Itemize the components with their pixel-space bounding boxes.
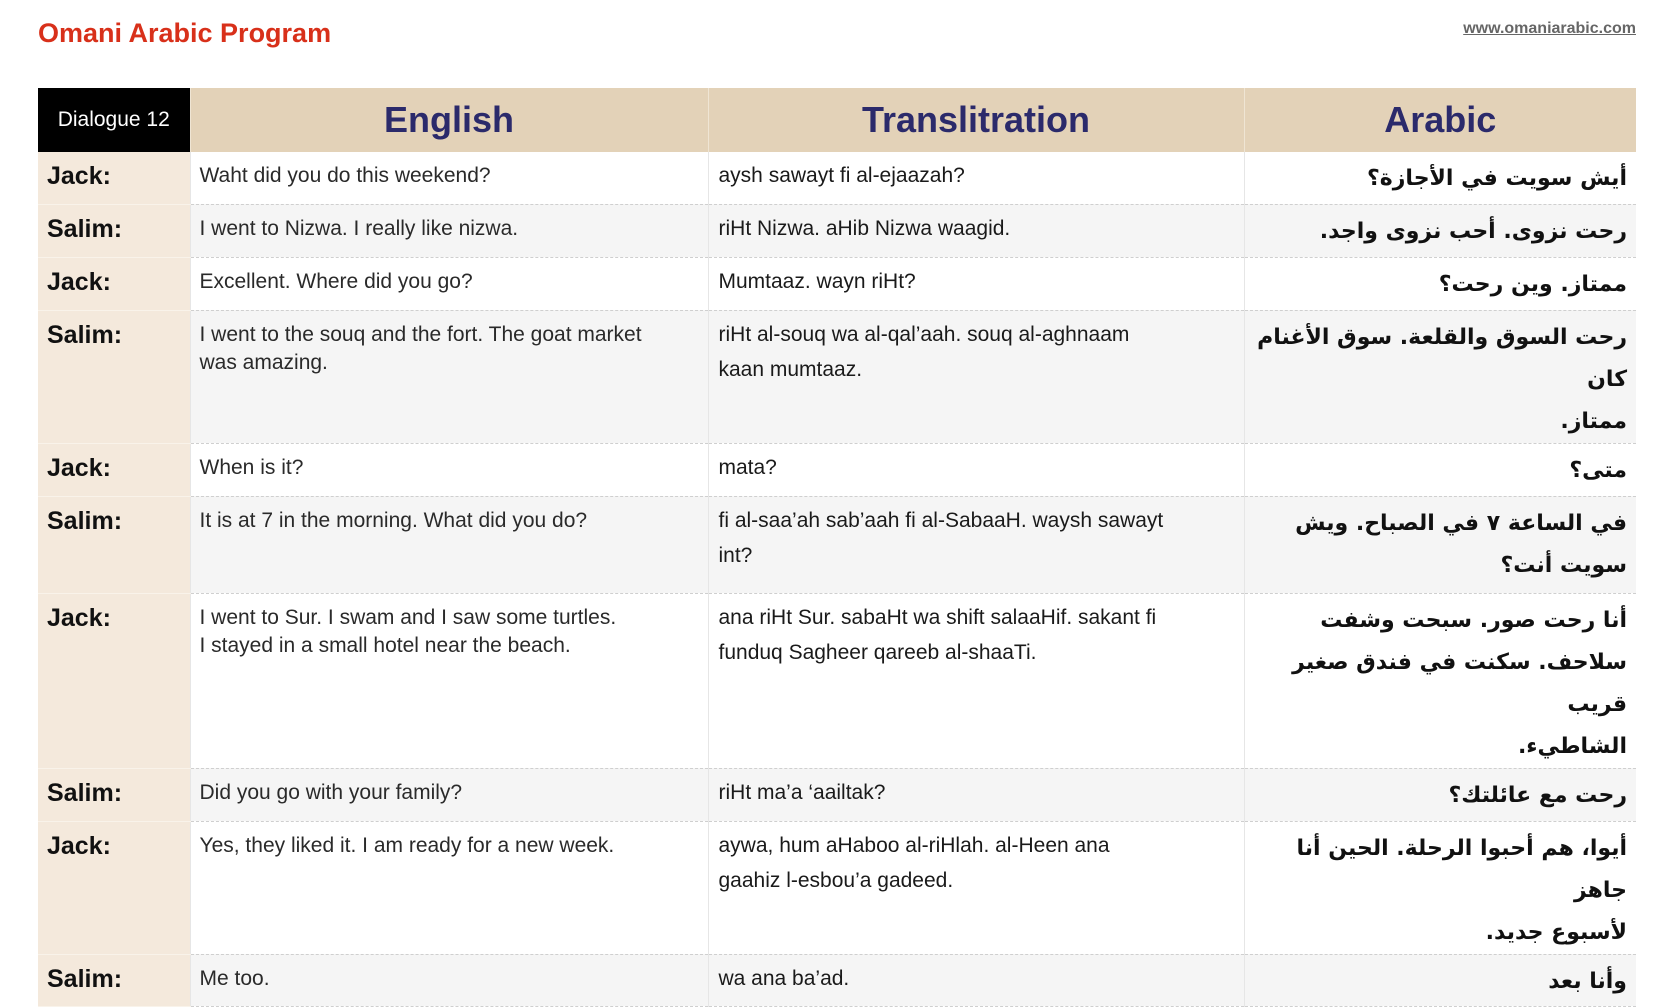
- english-cell: [190, 443, 708, 496]
- table-row: [38, 821, 1636, 954]
- table-row: [38, 768, 1636, 821]
- transliteration-cell: [708, 257, 1244, 310]
- arabic-line: متى؟: [1569, 457, 1627, 483]
- transliteration-line: ana riHt Sur. sabaHt wa shift salaaHif. sakant fi: [718, 605, 1157, 629]
- arabic-line: أيش سويت في الأجازة؟: [1367, 166, 1627, 191]
- english-cell: [190, 204, 708, 257]
- transliteration-line: riHt Nizwa. aHib Nizwa waagid.: [718, 216, 1011, 240]
- english-line: I went to Nizwa. I really like nizwa.: [199, 216, 519, 240]
- transliteration-line: mata?: [718, 455, 777, 479]
- transliteration-line: wa ana ba’ad.: [718, 966, 850, 990]
- table-row: [38, 257, 1636, 310]
- dialogue-label: Dialogue 12: [38, 88, 190, 152]
- transliteration-cell: [708, 152, 1244, 204]
- transliteration-cell: [708, 443, 1244, 496]
- english-line: When is it?: [199, 455, 304, 479]
- arabic-cell: [1244, 152, 1636, 204]
- transliteration-line: fi al-saa’ah sab’aah fi al-SabaaH. waysh sawayt: [718, 508, 1164, 532]
- english-cell: [190, 496, 708, 593]
- arabic-line: في الساعة ٧ في الصباح. ويش: [1295, 510, 1627, 536]
- transliteration-line: int?: [718, 543, 753, 567]
- english-line: I went to Sur. I swam and I saw some turtles.: [199, 605, 617, 629]
- arabic-cell: [1244, 954, 1636, 1006]
- transliteration-line: riHt ma’a ‘aailtak?: [718, 780, 886, 804]
- table-row: [38, 496, 1636, 593]
- english-line: was amazing.: [199, 350, 328, 374]
- arabic-cell: [1244, 496, 1636, 593]
- transliteration-line: aysh sawayt fi al-ejaazah?: [718, 164, 965, 187]
- transliteration-line: funduq Sagheer qareeb al-shaaTi.: [718, 640, 1037, 664]
- arabic-cell: [1244, 593, 1636, 768]
- website-link[interactable]: www.omaniarabic.com: [1463, 20, 1636, 37]
- arabic-line: سلاحف. سكنت في فندق صغير قريب: [1292, 649, 1627, 717]
- transliteration-line: gaahiz l-esbou’a gadeed.: [718, 868, 954, 892]
- arabic-line: أنا رحت صور. سبحت وشفت: [1320, 607, 1627, 633]
- english-line: Me too.: [199, 966, 270, 990]
- arabic-line: سويت أنت؟: [1500, 552, 1627, 578]
- column-header-transliteration: Translitration: [708, 88, 1244, 152]
- english-cell: [190, 593, 708, 768]
- table-row: [38, 310, 1636, 443]
- transliteration-cell: [708, 310, 1244, 443]
- speaker-cell: Jack:: [38, 152, 190, 204]
- transliteration-cell: [708, 496, 1244, 593]
- arabic-cell: [1244, 821, 1636, 954]
- speaker-cell: Jack:: [38, 593, 190, 768]
- speaker-cell: Salim:: [38, 954, 190, 1006]
- arabic-line: الشاطيء.: [1517, 733, 1627, 759]
- english-cell: [190, 152, 708, 204]
- transliteration-cell: [708, 204, 1244, 257]
- speaker-cell: Jack:: [38, 821, 190, 954]
- arabic-line: وأنا بعد: [1548, 968, 1627, 994]
- arabic-cell: [1244, 310, 1636, 443]
- arabic-line: ممتاز.: [1560, 408, 1627, 434]
- arabic-cell: [1244, 204, 1636, 257]
- transliteration-line: riHt al-souq wa al-qal’aah. souq al-aghnaam: [718, 322, 1130, 346]
- arabic-cell: [1244, 257, 1636, 310]
- english-line: It is at 7 in the morning. What did you do?: [199, 508, 588, 532]
- table-row: [38, 204, 1636, 257]
- english-line: Waht did you do this weekend?: [199, 164, 491, 187]
- document-title: Omani Arabic Program: [38, 18, 332, 48]
- english-cell: [190, 954, 708, 1006]
- arabic-line: ممتاز. وين رحت؟: [1438, 271, 1627, 297]
- speaker-cell: Salim:: [38, 768, 190, 821]
- speaker-cell: Salim:: [38, 204, 190, 257]
- table-row: [38, 954, 1636, 1006]
- table-row: [38, 593, 1636, 768]
- arabic-line: لأسبوع جديد.: [1485, 919, 1627, 945]
- column-header-english: English: [190, 88, 708, 152]
- english-cell: [190, 257, 708, 310]
- english-line: I went to the souq and the fort. The goat market: [199, 322, 642, 346]
- english-line: Did you go with your family?: [199, 780, 463, 804]
- arabic-cell: [1244, 768, 1636, 821]
- transliteration-line: Mumtaaz. wayn riHt?: [718, 269, 916, 293]
- transliteration-cell: [708, 821, 1244, 954]
- english-cell: [190, 821, 708, 954]
- arabic-line: رحت مع عائلتك؟: [1448, 782, 1627, 808]
- speaker-cell: Jack:: [38, 257, 190, 310]
- english-line: I stayed in a small hotel near the beach.: [199, 633, 571, 657]
- transliteration-line: aywa, hum aHaboo al-riHlah. al-Heen ana: [718, 833, 1110, 857]
- arabic-cell: [1244, 443, 1636, 496]
- speaker-cell: Jack:: [38, 443, 190, 496]
- english-cell: [190, 768, 708, 821]
- transliteration-cell: [708, 593, 1244, 768]
- table-header-row: [38, 88, 1636, 152]
- arabic-line: رحت السوق والقلعة. سوق الأغنام كان: [1257, 324, 1627, 392]
- dialogue-table: [38, 88, 1636, 1007]
- english-line: Excellent. Where did you go?: [199, 269, 473, 293]
- table-row: [38, 152, 1636, 204]
- column-header-arabic: Arabic: [1244, 88, 1636, 152]
- transliteration-cell: [708, 954, 1244, 1006]
- english-line: Yes, they liked it. I am ready for a new week.: [199, 833, 615, 857]
- transliteration-cell: [708, 768, 1244, 821]
- transliteration-line: kaan mumtaaz.: [718, 357, 863, 381]
- english-cell: [190, 310, 708, 443]
- arabic-line: رحت نزوى. أحب نزوى واجد.: [1319, 218, 1627, 244]
- speaker-cell: Salim:: [38, 310, 190, 443]
- arabic-line: أيوا، هم أحبوا الرحلة. الحين أنا جاهز: [1296, 835, 1627, 903]
- speaker-cell: Salim:: [38, 496, 190, 593]
- table-row: [38, 443, 1636, 496]
